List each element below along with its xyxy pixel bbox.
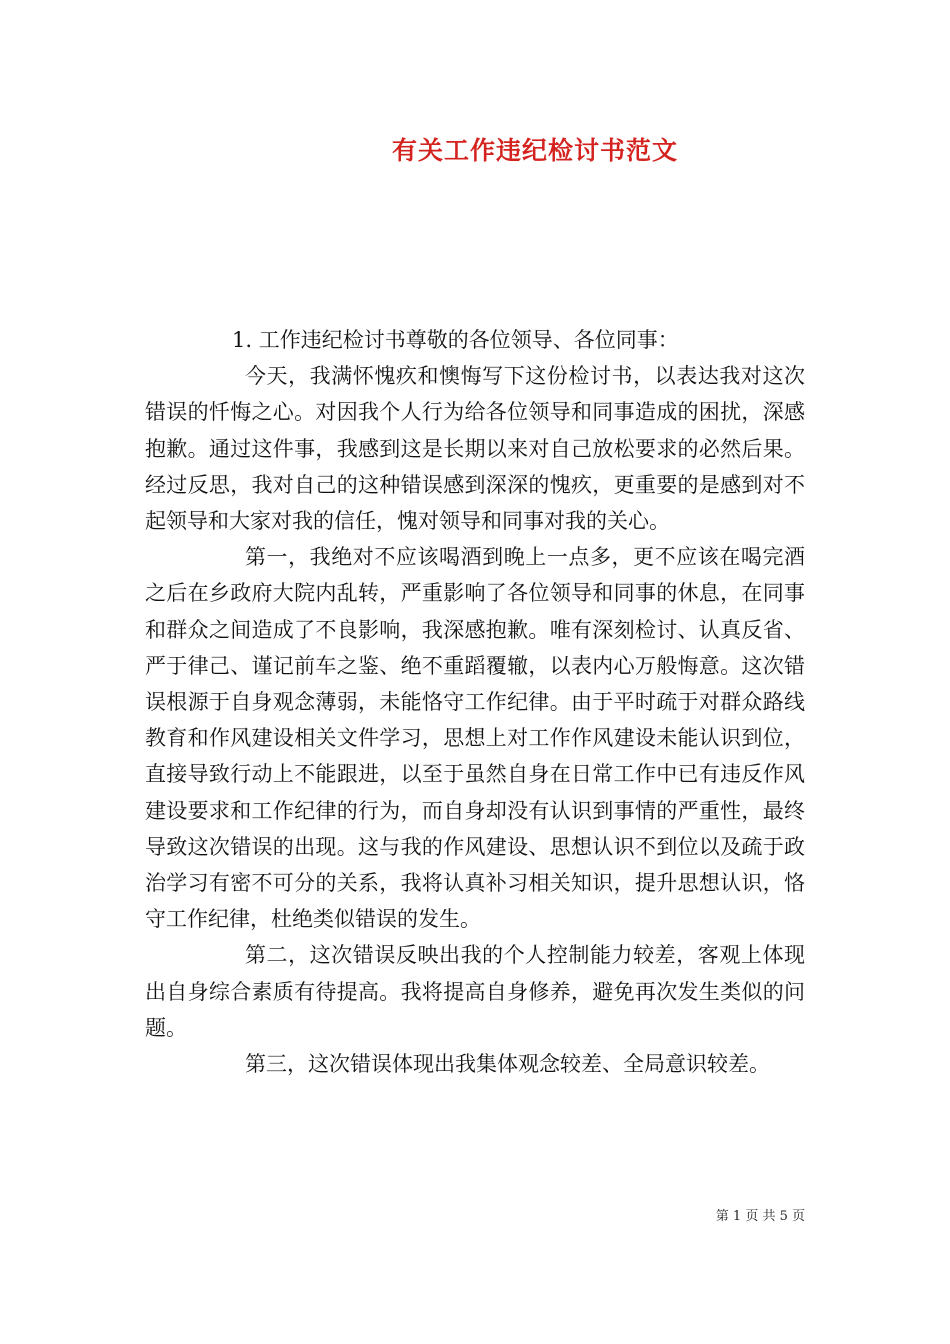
page-number-footer: 第 1 页 共 5 页 xyxy=(715,1209,805,1224)
paragraph-third-point: 第三，这次错误体现出我集体观念较差、全局意识较差。 xyxy=(245,1052,770,1077)
paragraph-heading: 1. 工作违纪检讨书尊敬的各位领导、各位同事： xyxy=(232,328,679,352)
document-body xyxy=(145,322,805,1082)
paragraph-second-point: 第二，这次错误反映出我的个人控制能力较差，客观上体现出自身综合素质有待提高。我将提高自身修养，避免再次发生类似的问题。 xyxy=(145,943,805,1040)
paragraph-intro: 今天，我满怀愧疚和懊悔写下这份检讨书，以表达我对这次错误的忏悔之心。对因我个人行为给各位领导和同事造成的困扰，深感抱歉。通过这件事，我感到这是长期以来对自己放松要求的必然后果。经过反思，我对自己的这种错误感到深深的愧疚，更重要的是感到对不起领导和大家对我的信任，愧对领导和同事对我的关心。 xyxy=(145,364,805,534)
paragraph-first-point: 第一，我绝对不应该喝酒到晚上一点多，更不应该在喝完酒之后在乡政府大院内乱转，严重影响了各位领导和同事的休息，在同事和群众之间造成了不良影响，我深感抱歉。唯有深刻检讨、认真反省、严于律己、谨记前车之鉴、绝不重蹈覆辙，以表内心万般悔意。这次错误根源于自身观念薄弱，未能恪守工作纪律。由于平时疏于对群众路线教育和作风建设相关文件学习，思想上对工作作风建设未能认识到位，直接导致行动上不能跟进，以至于虽然自身在日常工作中已有违反作风建设要求和工作纪律的行为，而自身却没有认识到事情的严重性，最终导致这次错误的出现。这与我的作风建设、思想认识不到位以及疏于政治学习有密不可分的关系，我将认真补习相关知识，提升思想认识，恪守工作纪律，杜绝类似错误的发生。 xyxy=(145,545,805,932)
document-title: 有关工作违纪检讨书范文 xyxy=(391,136,678,165)
